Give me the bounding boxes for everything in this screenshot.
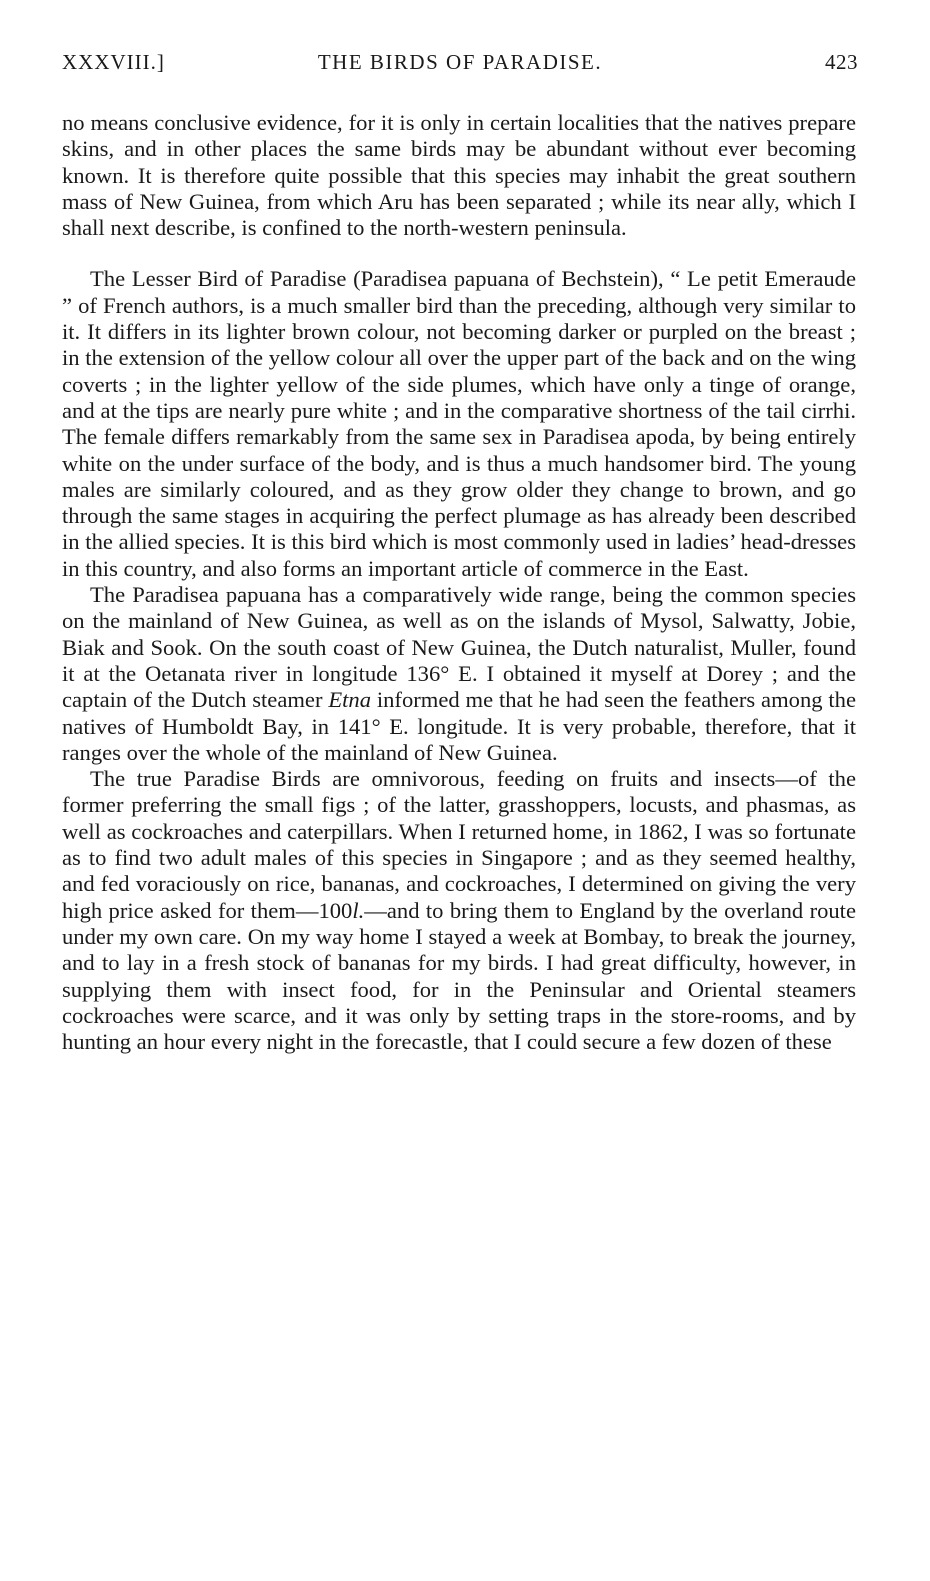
paragraph-text: —and to bring them to England by the overland route under my own care. On my way home I stayed a week at Bombay, to break the journey, and to lay in a fresh stock of bananas for my birds. I had great difficulty, however, in supplying them with insect food, for in the Peninsular and Oriental steamers cockroaches were scarce, and it was only by setting traps in the store-rooms, and by hunting an hour every night in the forecastle, that I could secure a few dozen of these bbox=[62, 897, 856, 1055]
running-title: THE BIRDS OF PARADISE. bbox=[317, 50, 603, 74]
paragraph-lesser-bird-of-paradise: The Lesser Bird of Paradise (Paradisea papuana of Bechstein), “ Le petit Emeraude ” of French authors, is a much smaller bird than the preceding, although very similar to it. It differs in its lighter brown colour, not becoming darker or purpled on the breast ; in the extension of the yellow colour all over the upper part of the back and on the wing coverts ; in the lighter yellow of the side plumes, which have only a tinge of orange, and at the tips are nearly pure white ; and in the comparative shortness of the tail cirrhi. The female differs remarkably from the same sex in Paradisea apoda, by being entirely white on the under surface of the body, and is thus a much handsomer bird. The young males are similarly coloured, and as they grow older they change to brown, and go through the same stages in acquiring the perfect plumage as has already been described in the allied species. It is this bird which is most commonly used in ladies’ head-dresses in this country, and also forms an important article of commerce in the East. bbox=[62, 266, 856, 581]
paragraph-diet-and-voyage bbox=[62, 766, 856, 1055]
page-number: 423 bbox=[825, 50, 858, 74]
paragraph-papuana-range bbox=[62, 582, 856, 766]
body-text bbox=[62, 110, 856, 1055]
paragraph-text: The true Paradise Birds are omnivorous, feeding on fruits and insects—of the former preferring the small figs ; of the latter, grasshoppers, locusts, and phasmas, as well as cockroaches and caterpillars. When I returned home, in 1862, I was so fortunate as to find two adult males of this species in Singapore ; and as they seemed healthy, and fed voraciously on rice, bananas, and cockroaches, I determined on giving the very high price asked for them—100 bbox=[62, 766, 856, 923]
paragraph-text: informed me that he had seen the feathers among the natives of Humboldt Bay, in 141° E. longitude. It is very probable, therefore, that it ranges over the whole of the mainland of New Guinea. bbox=[62, 687, 856, 765]
chapter-number: XXXVIII.] bbox=[62, 50, 165, 74]
ship-name: Etna bbox=[328, 687, 372, 713]
paragraph-text: The Paradisea papuana has a comparatively wide range, being the common species on the mainland of New Guinea, as well as on the islands of Mysol, Salwatty, Jobie, Biak and Sook. On the south coast of New Guinea, the Dutch naturalist, Muller, found it at the Oetanata river in longitude 136° E. I obtained it myself at Dorey ; and the captain of the Dutch steamer bbox=[62, 582, 856, 713]
currency-symbol: l. bbox=[352, 897, 365, 923]
paragraph-continuation: no means conclusive evidence, for it is only in certain localities that the natives prepare skins, and in other places the same birds may be abundant without ever becoming known. It is therefore quite possible that this species may inhabit the great southern mass of New Guinea, from which Aru has been separated ; while its near ally, which I shall next describe, is confined to the north-western peninsula. bbox=[62, 110, 856, 241]
running-head bbox=[62, 50, 858, 80]
